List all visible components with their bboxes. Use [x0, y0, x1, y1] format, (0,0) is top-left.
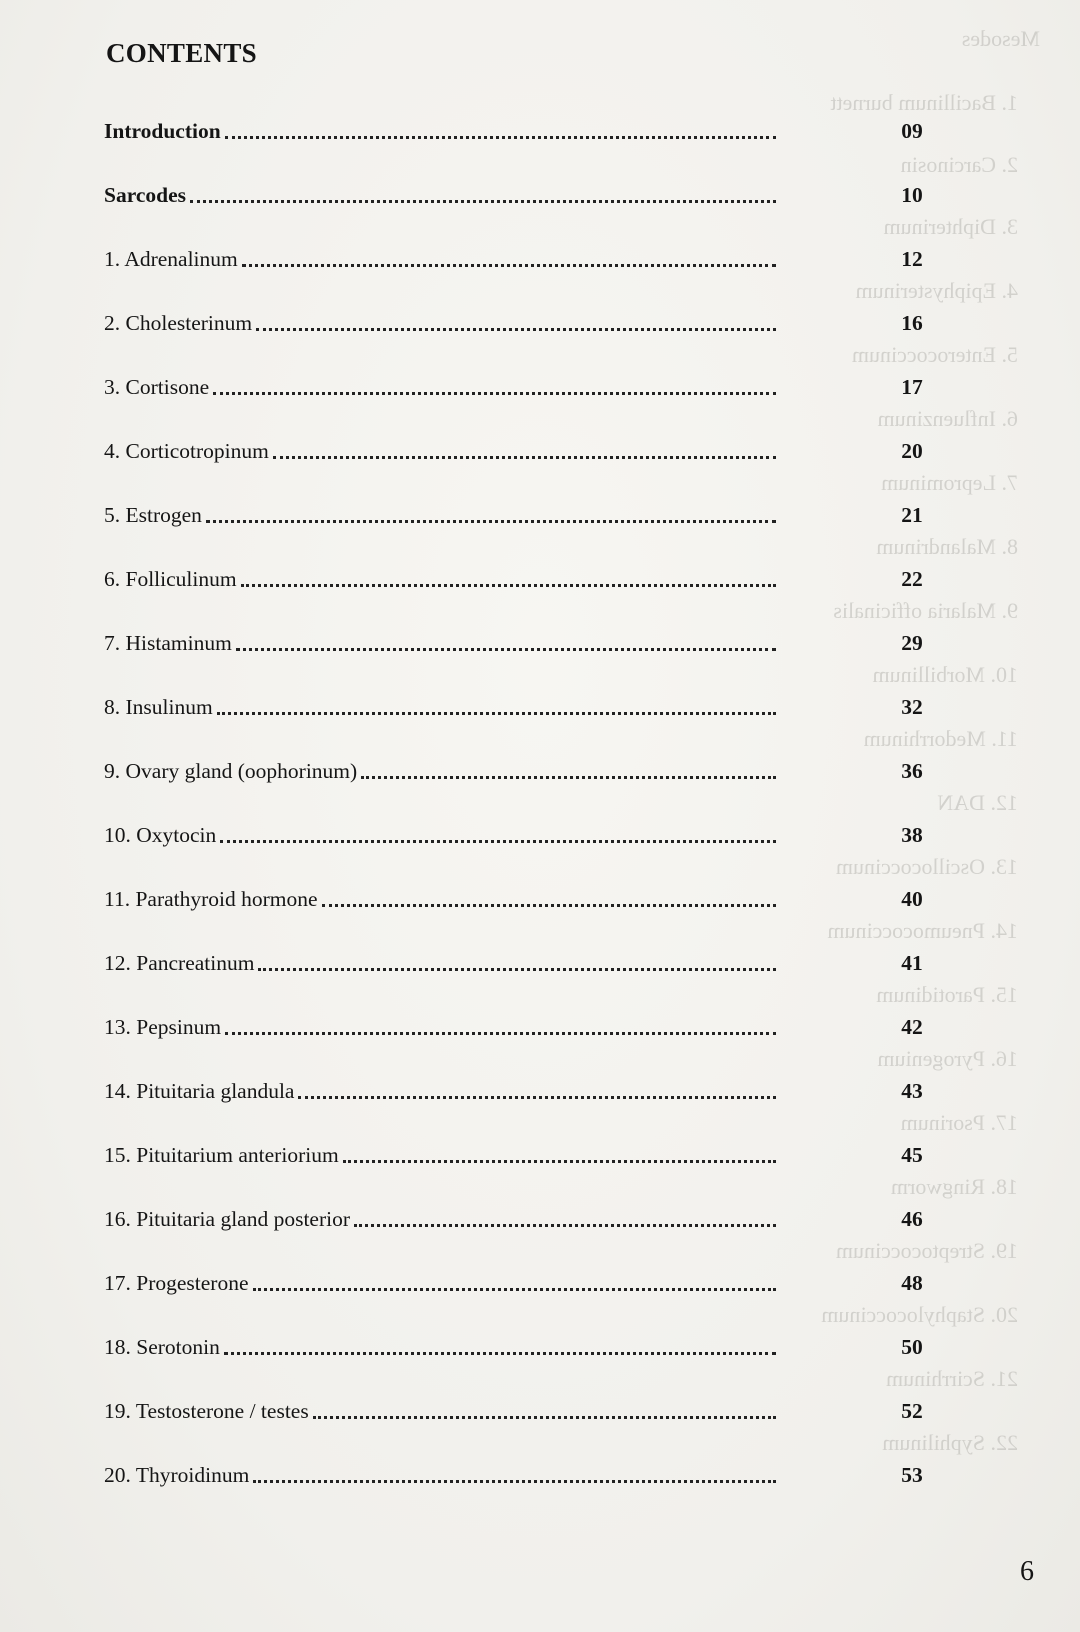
toc-page-number: 17 — [901, 375, 923, 399]
toc-page-number: 40 — [901, 887, 923, 911]
toc-page-number: 38 — [901, 823, 923, 847]
toc-entry — [104, 1388, 984, 1428]
dot-leader — [256, 328, 776, 331]
toc-entry-title: 10. Oxytocin — [104, 823, 217, 847]
toc-page-number: 48 — [901, 1271, 923, 1295]
toc-entry-title: Introduction — [104, 119, 221, 143]
page-title: CONTENTS — [106, 38, 257, 68]
toc-entry-title: 3. Cortisone — [104, 375, 210, 399]
toc-entry-title: 19. Testosterone / testes — [104, 1399, 309, 1423]
dot-leader — [220, 840, 776, 843]
toc-entry-title: 18. Serotonin — [104, 1335, 220, 1359]
toc-entry-title: 2. Cholesterinum — [104, 311, 253, 335]
toc-entry-title: Sarcodes — [104, 183, 187, 207]
dot-leader — [225, 1032, 776, 1035]
toc-entry — [104, 300, 984, 340]
dot-leader — [354, 1224, 776, 1227]
toc-page-number: 32 — [901, 695, 923, 719]
toc-entry — [104, 876, 984, 916]
toc-entry — [104, 1132, 984, 1172]
dot-leader — [298, 1096, 776, 1099]
toc-entry-title: 12. Pancreatinum — [104, 951, 255, 975]
toc-entry — [104, 812, 984, 852]
page-number: 6 — [1020, 1556, 1034, 1587]
dot-leader — [273, 456, 776, 459]
bleed-through-text: Mesodes 1. Bacillinum burnett 2. Carcinosin 3. Diphterinum 4. Epiphysterinum 5. Enterococcinum 6. Influenzinum 7. Leprominum 8. Malandrinum 9. Malaria officinalis 10. Morbillinum 11. Medorrhinum 12. DAN 13. Oscillococcinum 14. Pneumococcinum 15. Parotidinum 16. Pyrogenium 17. Psorinum 18. Ringworm 19. Streptococcinum 20. Staphylococcinum 21. Scirrhinum 22. Syphilinum — [821, 26, 1040, 1455]
toc-entry — [104, 364, 984, 404]
dot-leader — [258, 968, 776, 971]
dot-leader — [253, 1288, 776, 1291]
toc-entry — [104, 748, 984, 788]
dot-leader — [343, 1160, 776, 1163]
toc-entry — [104, 492, 984, 532]
dot-leader — [242, 264, 776, 267]
toc-page-number: 10 — [901, 183, 923, 207]
dot-leader — [190, 200, 776, 203]
toc-entry-title: 1. Adrenalinum — [104, 247, 238, 271]
toc-entry-title: 15. Pituitarium anteriorium — [104, 1143, 339, 1167]
toc-page-number: 12 — [901, 247, 923, 271]
toc-entry — [104, 940, 984, 980]
toc-page-number: 46 — [901, 1207, 923, 1231]
toc-page-number: 42 — [901, 1015, 923, 1039]
toc-page-number: 50 — [901, 1335, 923, 1359]
toc-entry-title: 5. Estrogen — [104, 503, 202, 527]
toc-entry — [104, 172, 984, 212]
toc-page-number: 41 — [901, 951, 923, 975]
toc-entry — [104, 556, 984, 596]
toc-entry — [104, 1260, 984, 1300]
dot-leader — [213, 392, 776, 395]
toc-entry-title: 9. Ovary gland (oophorinum) — [104, 759, 358, 783]
toc-entry-title: 6. Folliculinum — [104, 567, 237, 591]
toc-page-number: 36 — [901, 759, 923, 783]
toc-page-number: 45 — [901, 1143, 923, 1167]
toc-page-number: 16 — [901, 311, 923, 335]
toc-page-number: 20 — [901, 439, 923, 463]
toc-entry — [104, 1452, 984, 1492]
toc-entry-title: 11. Parathyroid hormone — [104, 887, 318, 911]
dot-leader — [253, 1480, 776, 1483]
toc-entry — [104, 684, 984, 724]
toc-page-number: 09 — [901, 119, 923, 143]
dot-leader — [217, 712, 776, 715]
dot-leader — [206, 520, 776, 523]
toc-entry — [104, 1068, 984, 1108]
toc-entry — [104, 1196, 984, 1236]
toc-page-number: 53 — [901, 1463, 923, 1487]
toc-entry — [104, 620, 984, 660]
toc-entry — [104, 108, 984, 148]
toc-entry-title: 17. Progesterone — [104, 1271, 249, 1295]
toc-entry — [104, 1004, 984, 1044]
toc-page-number: 52 — [901, 1399, 923, 1423]
toc-entry — [104, 428, 984, 468]
dot-leader — [224, 1352, 776, 1355]
dot-leader — [322, 904, 776, 907]
toc-page-number: 29 — [901, 631, 923, 655]
toc-entry-title: 13. Pepsinum — [104, 1015, 222, 1039]
dot-leader — [313, 1416, 776, 1419]
dot-leader — [241, 584, 776, 587]
toc-page-number: 21 — [901, 503, 923, 527]
dot-leader — [361, 776, 776, 779]
dot-leader — [225, 136, 776, 139]
toc-entry-title: 14. Pituitaria glandula — [104, 1079, 295, 1103]
toc-entry — [104, 236, 984, 276]
toc-page-number: 43 — [901, 1079, 923, 1103]
toc-entry-title: 7. Histaminum — [104, 631, 232, 655]
toc-entry-title: 16. Pituitaria gland posterior — [104, 1207, 351, 1231]
toc-entry-title: 20. Thyroidinum — [104, 1463, 250, 1487]
toc-entry — [104, 1324, 984, 1364]
toc-page-number: 22 — [901, 567, 923, 591]
toc-entry-title: 8. Insulinum — [104, 695, 213, 719]
toc-entry-title: 4. Corticotropinum — [104, 439, 269, 463]
dot-leader — [236, 648, 776, 651]
